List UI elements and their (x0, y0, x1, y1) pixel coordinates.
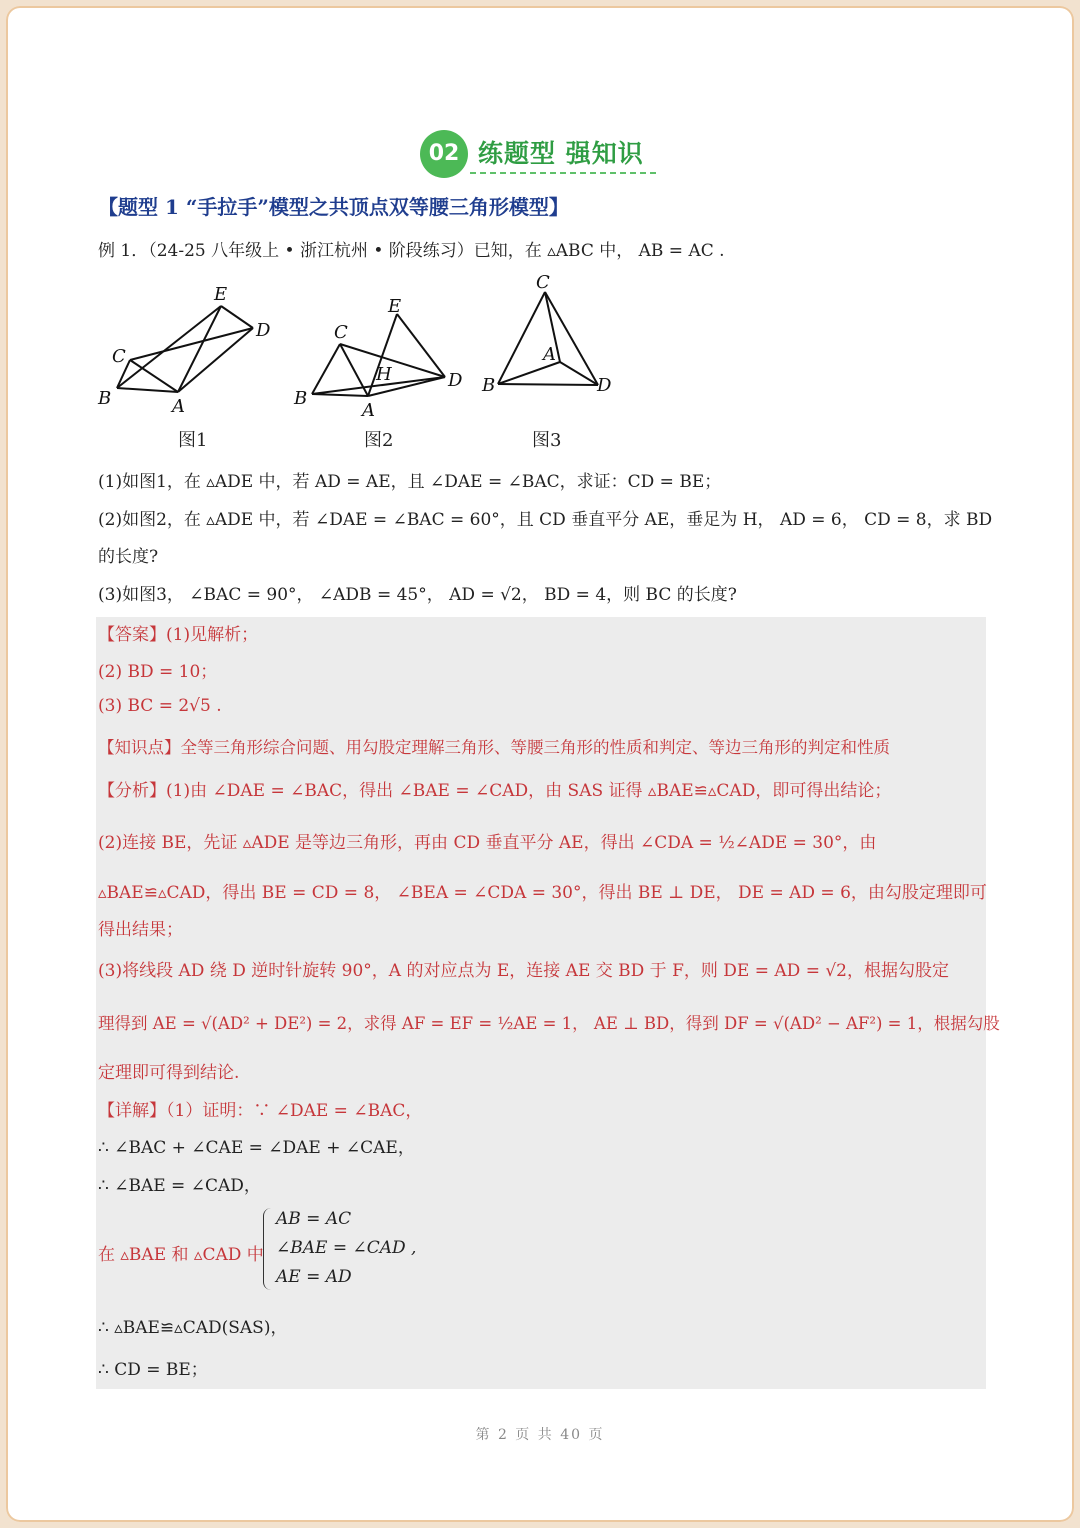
figure-1 (117, 306, 253, 392)
fig1-label-C: C (112, 346, 126, 367)
title-underline (470, 172, 656, 174)
analysis-2: (2)连接 BE，先证 ▵ADE 是等边三角形，再由 CD 垂直平分 AE，得出 ∠CDA = ½∠ADE = 30°，由 (98, 833, 877, 853)
question-2: (2)如图2，在 ▵ADE 中，若 ∠DAE = ∠BAC = 60°，且 CD 垂直平分 AE，垂足为 H， AD = 6， CD = 8，求 BD (98, 510, 993, 530)
page-footer: 第 2 页 共 40 页 (475, 1427, 605, 1443)
analysis-3-cont: 理得到 AE = √(AD² + DE²) = 2，求得 AF = EF = ½AE = 1， AE ⊥ BD，得到 DF = √(AD² − AF²) = 1，根据勾股 (98, 1014, 1000, 1033)
solution-box (96, 617, 986, 1389)
detail-2: ∴ ∠BAC + ∠CAE = ∠DAE + ∠CAE， (98, 1138, 415, 1158)
detail-6: ∴ CD = BE； (98, 1360, 208, 1380)
caption-fig3: 图3 (532, 430, 562, 451)
detail-4-prefix: 在 ▵BAE 和 ▵CAD 中 (98, 1245, 264, 1265)
fig1-label-B: B (98, 388, 112, 409)
question-1: (1)如图1，在 ▵ADE 中，若 AD = AE，且 ∠DAE = ∠BAC，求证：CD = BE； (98, 472, 722, 492)
analysis-2-cont: ▵BAE≌▵CAD，得出 BE = CD = 8， ∠BEA = ∠CDA = 30°，得出 BE ⊥ DE， DE = AD = 6，由勾股定理即可 (98, 883, 987, 903)
example-intro: 例 1．（24-25 八年级上 • 浙江杭州 • 阶段练习）已知，在 ▵ABC 中， AB = AC . (98, 241, 725, 261)
fig3-label-C: C (536, 272, 550, 293)
section-badge: 02 (420, 130, 468, 178)
answer-1: 【答案】(1)见解析； (98, 625, 259, 645)
system-brace (263, 1208, 274, 1290)
caption-fig1: 图1 (178, 430, 208, 451)
fig2-label-C: C (334, 322, 348, 343)
analysis-3: (3)将线段 AD 绕 D 逆时针旋转 90°，A 的对应点为 E，连接 AE 交 BD 于 F，则 DE = AD = √2，根据勾股定 (98, 961, 949, 981)
fig1-label-D: D (256, 320, 271, 341)
detail-1-text: 【详解】（1）证明：∵ ∠DAE = ∠BAC， (98, 1101, 423, 1121)
fig2-label-A: A (362, 400, 375, 421)
fig3-label-D: D (597, 375, 612, 396)
detail-5: ∴ ▵BAE≌▵CAD(SAS)， (98, 1318, 288, 1338)
fig1-label-E: E (214, 284, 228, 305)
caption-fig2: 图2 (364, 430, 394, 451)
question-3: (3)如图3， ∠BAC = 90°， ∠ADB = 45°， AD = √2， BD = 4，则 BC 的长度? (98, 585, 737, 605)
fig1-label-A: A (172, 396, 185, 417)
answer-3: (3) BC = 2√5 . (98, 696, 222, 716)
analysis-2-end: 得出结果； (98, 920, 183, 940)
topic-heading: 【题型 1 “手拉手”模型之共顶点双等腰三角形模型】 (98, 195, 569, 219)
fig2-label-D: D (448, 370, 463, 391)
detail-1 (98, 1096, 422, 1121)
analysis-1: 【分析】(1)由 ∠DAE = ∠BAC，得出 ∠BAE = ∠CAD，由 SAS 证得 ▵BAE≌▵CAD，即可得出结论； (98, 781, 892, 801)
analysis-3-end: 定理即可得到结论. (98, 1063, 240, 1083)
figures (90, 270, 650, 450)
fig2-label-H: H (376, 364, 392, 385)
fig3-label-A: A (543, 344, 556, 365)
system-line-2: ∠BAE = ∠CAD , (276, 1238, 417, 1258)
figure-3 (498, 292, 598, 385)
knowledge-points: 【知识点】全等三角形综合问题、用勾股定理解三角形、等腰三角形的性质和判定、等边三角形的判定和性质 (98, 738, 890, 757)
system-line-3: AE = AD (276, 1267, 352, 1287)
fig3-label-B: B (482, 375, 496, 396)
section-title: 练题型 强知识 (478, 139, 644, 168)
fig2-label-E: E (388, 296, 402, 317)
system-line-1: AB = AC (276, 1209, 352, 1229)
answer-2: (2) BD = 10； (98, 662, 218, 682)
fig2-label-B: B (294, 388, 308, 409)
detail-3: ∴ ∠BAE = ∠CAD， (98, 1176, 261, 1196)
question-2-cont: 的长度? (98, 547, 159, 567)
